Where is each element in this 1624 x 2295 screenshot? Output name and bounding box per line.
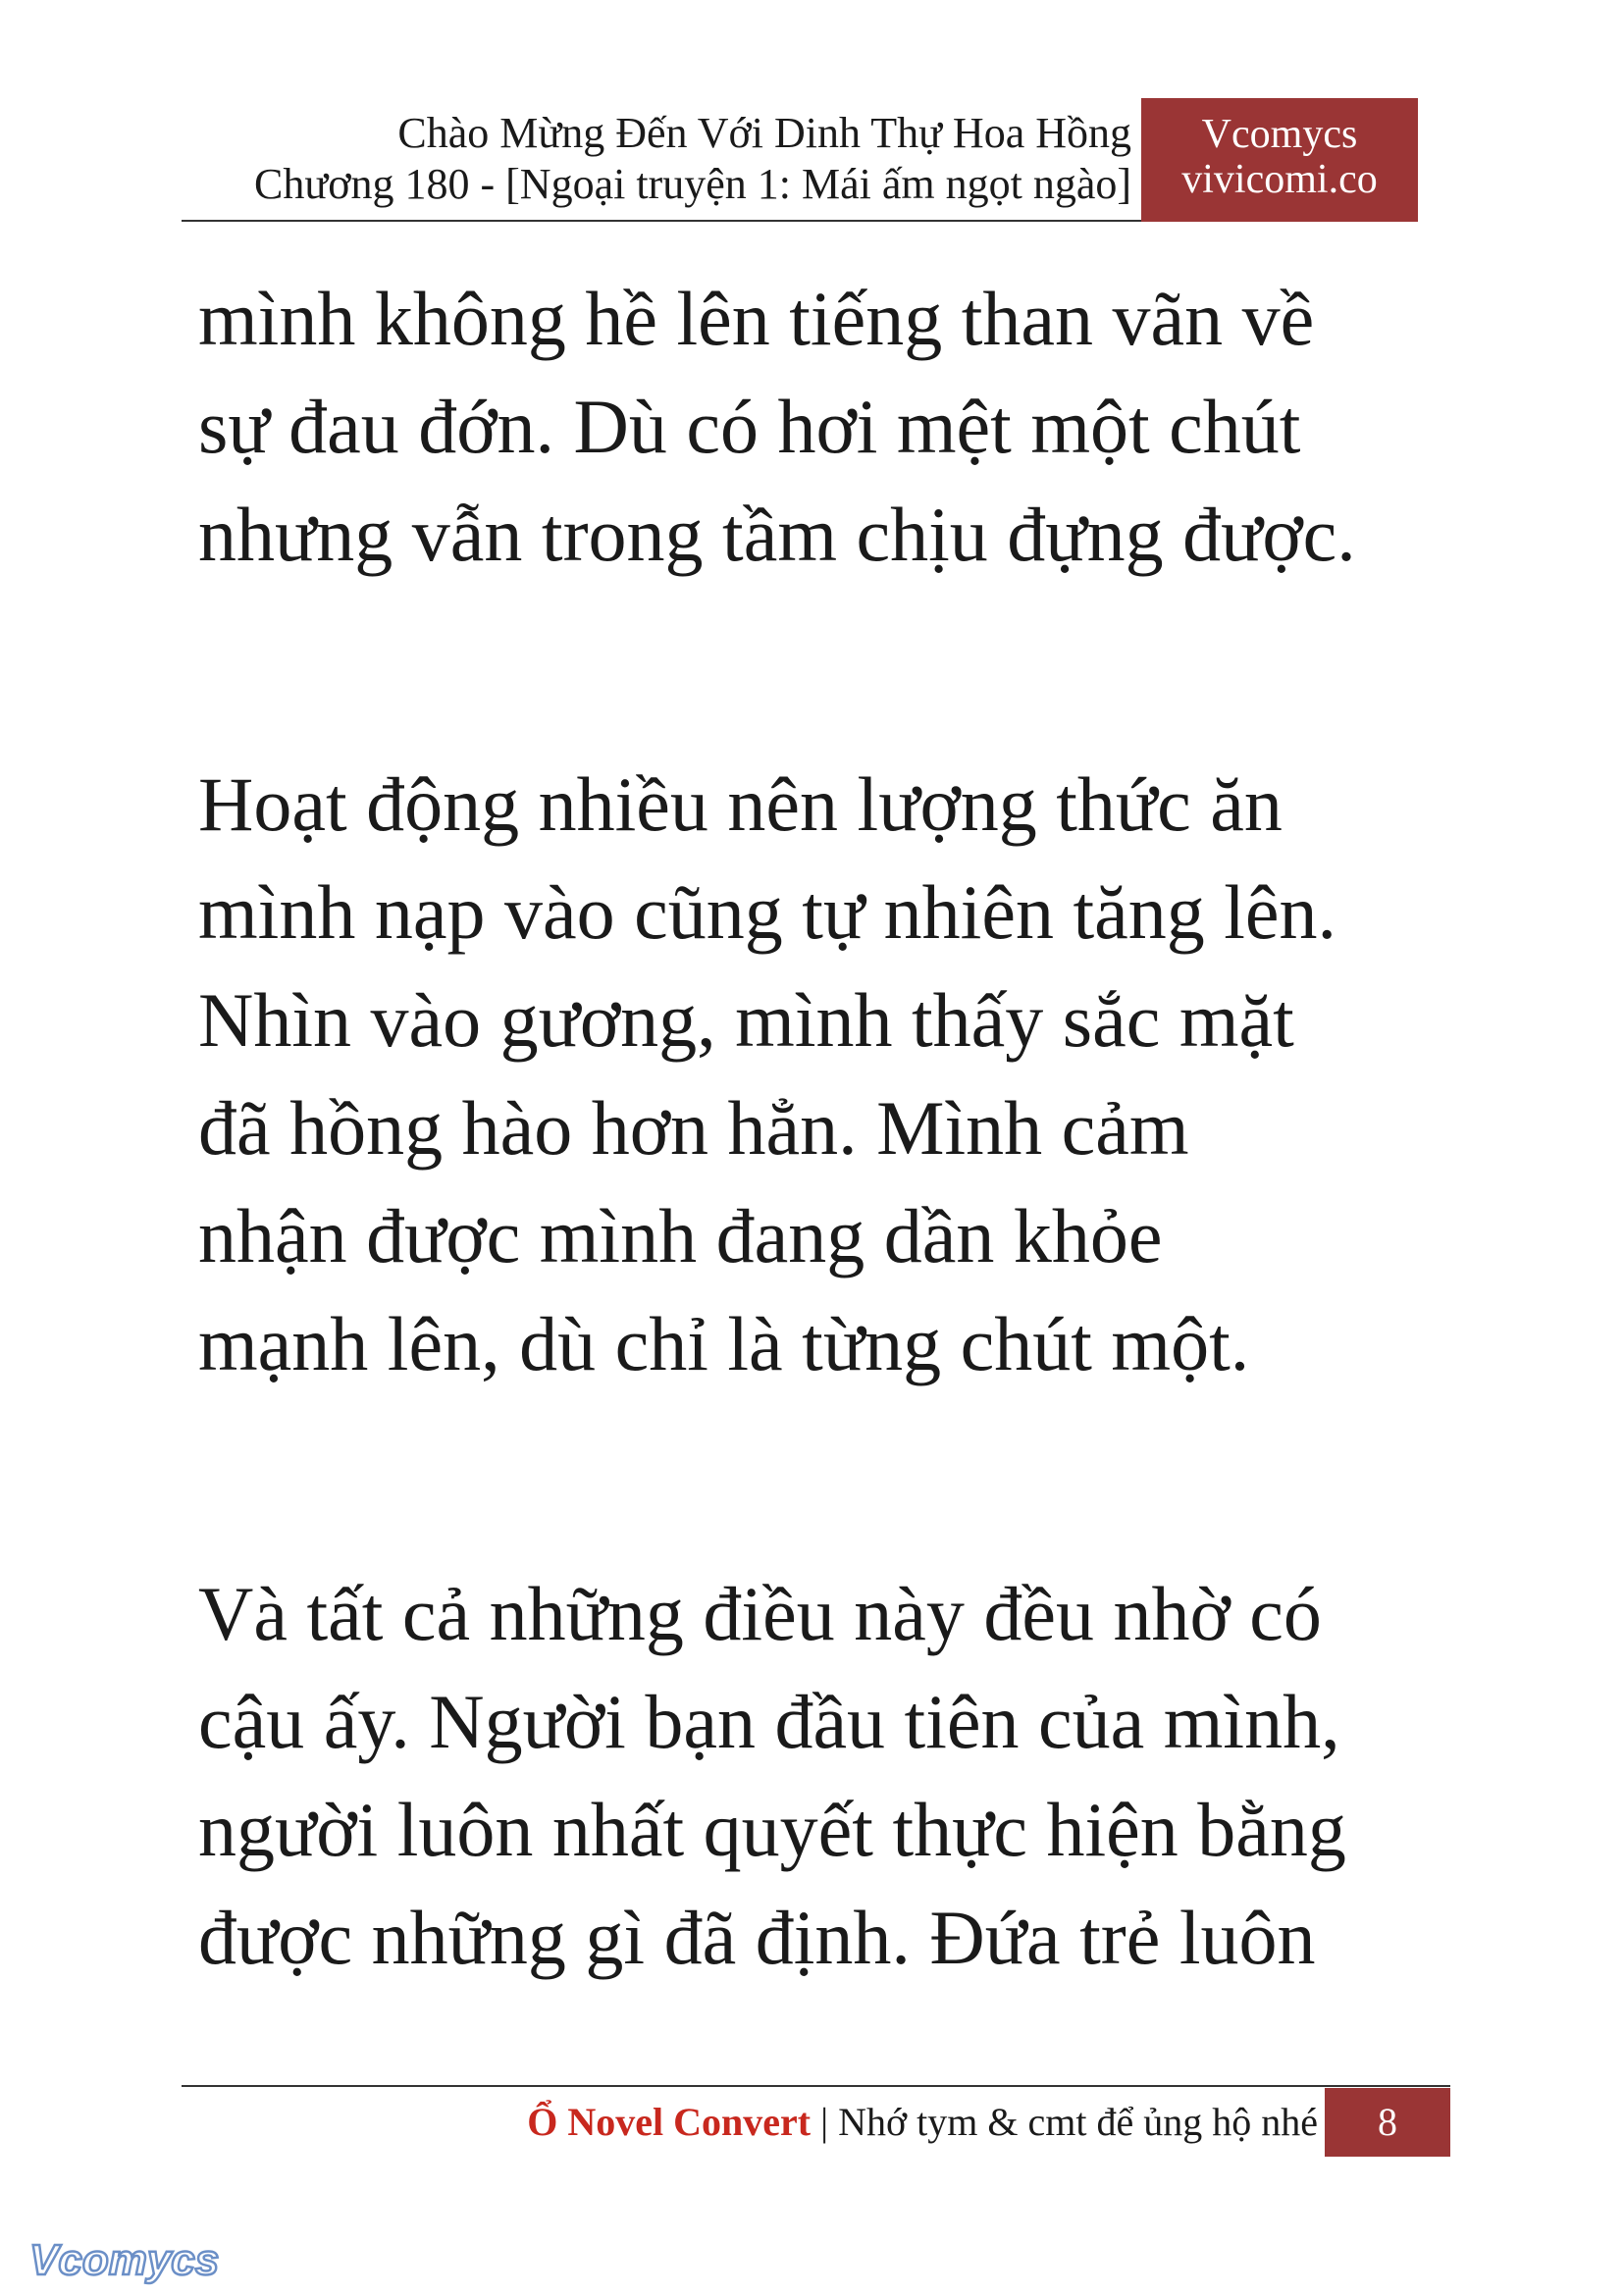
text-line: nhưng vẫn trong tầm chịu đựng được. [198,492,1356,577]
text-line: sự đau đớn. Dù có hơi mệt một chút [198,384,1301,469]
text-line: Hoạt động nhiều nên lượng thức ăn [198,761,1283,847]
text-line: được những gì đã định. Đứa trẻ luôn [198,1895,1316,1980]
brand-badge [1141,98,1418,222]
vcomycs-watermark-logo [26,2229,251,2288]
brand-name: Vcomycs [1201,112,1358,157]
footer-divider [182,2085,1450,2087]
page-number: 8 [1325,2088,1450,2157]
paragraph-3 [198,1560,1433,1992]
page-header [182,98,1418,222]
page-content [198,265,1433,2154]
brand-url: vivicomi.co [1181,157,1378,202]
header-divider [182,220,1141,222]
footer-brand: Ổ Novel Convert [527,2100,812,2144]
watermark-text: Vcomycs [29,2236,220,2284]
footer-message: Nhớ tym & cmt để ủng hộ nhé [838,2100,1318,2144]
text-line: nhận được mình đang dần khỏe [198,1193,1163,1278]
footer-separator: | [820,2100,829,2144]
text-line: mình nạp vào cũng tự nhiên tăng lên. [198,869,1337,955]
text-line: mạnh lên, dù chỉ là từng chút một. [198,1301,1250,1386]
paragraph-1 [198,265,1433,589]
text-line: Và tất cả những điều này đều nhờ có [198,1571,1322,1656]
text-line: người luôn nhất quyết thực hiện bằng [198,1787,1346,1872]
text-line: Nhìn vào gương, mình thấy sắc mặt [198,977,1294,1063]
book-title: Chào Mừng Đến Với Dinh Thự Hoa Hồng [397,109,1131,157]
header-titles [170,98,1131,222]
text-line: mình không hề lên tiếng than vãn về [198,276,1315,361]
text-line: đã hồng hào hơn hẳn. Mình cảm [198,1085,1189,1171]
text-line: cậu ấy. Người bạn đầu tiên của mình, [198,1679,1340,1764]
chapter-title: Chương 180 - [Ngoại truyện 1: Mái ấm ngọt ngào] [254,160,1131,208]
page-footer [182,2088,1450,2157]
paragraph-2 [198,751,1433,1398]
footer-text [527,2098,1318,2147]
